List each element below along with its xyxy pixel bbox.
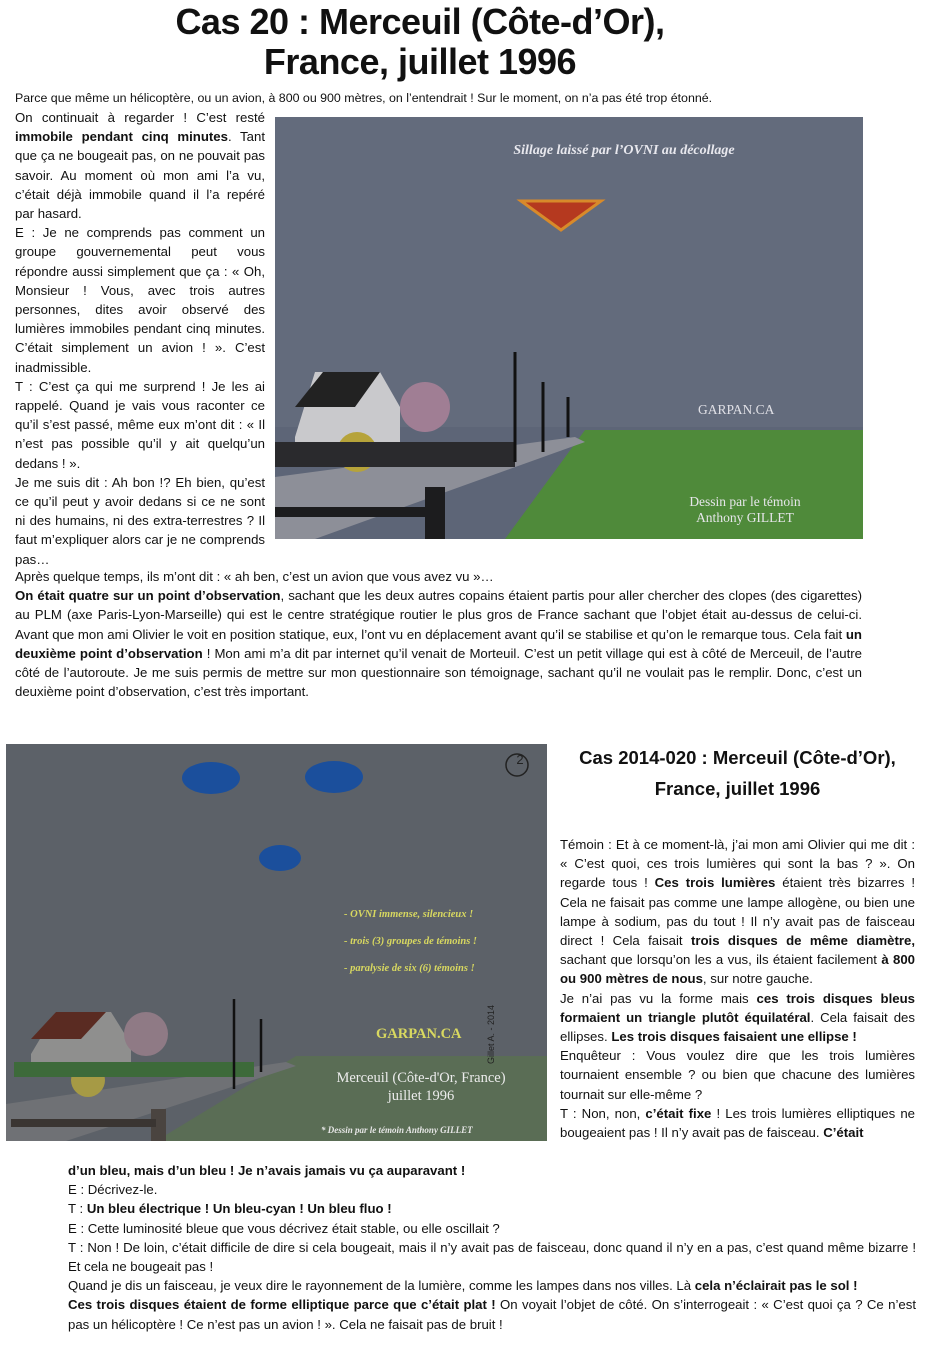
paragraph bbox=[68, 1219, 916, 1238]
paragraph bbox=[68, 1180, 916, 1199]
text: ! Les trois lumières elliptiques ne bougeaient pas ! Il n’y avait pas de faisceau. bbox=[560, 1105, 915, 1141]
full-width-text bbox=[15, 567, 862, 701]
text: Quand je dis un faisceau, je veux dire le rayonnement de la lumière, comme les lampes dans nos villes. Là bbox=[68, 1278, 695, 1294]
bold-text: immobile pendant cinq minutes bbox=[15, 129, 228, 145]
text: T : Non, non, bbox=[560, 1105, 646, 1121]
drawing-caption: Sillage laissé par l’OVNI au décollage bbox=[513, 143, 735, 158]
paragraph bbox=[68, 1238, 916, 1276]
paragraph bbox=[15, 567, 862, 586]
blue-disc-3 bbox=[259, 845, 301, 871]
left-column-text bbox=[15, 108, 265, 569]
text: E : Cette luminosité bleue que vous décrivez était stable, ou elle oscillait ? bbox=[68, 1220, 500, 1236]
text: sachant que lorsqu’on les a vus, ils étaient facilement bbox=[560, 952, 882, 968]
title-line-2: France, juillet 1996 bbox=[263, 41, 577, 82]
paragraph bbox=[560, 835, 915, 989]
text: T : bbox=[68, 1201, 87, 1217]
blue-disc-1 bbox=[182, 762, 240, 794]
bold-text: Ces trois disques étaient de forme elliptique parce que c’était plat ! bbox=[68, 1297, 496, 1313]
blue-disc-2 bbox=[305, 761, 363, 793]
paragraph bbox=[15, 586, 862, 701]
paragraph bbox=[15, 108, 265, 223]
bold-text: Un bleu électrique ! Un bleu-cyan ! Un bleu fluo ! bbox=[86, 1201, 392, 1217]
bullet-3: - paralysie de six (6) témoins ! bbox=[344, 963, 475, 974]
bold-text: Les trois disques faisaient une ellipse ! bbox=[611, 1029, 857, 1045]
paragraph bbox=[68, 1276, 916, 1295]
paragraph bbox=[560, 989, 915, 1047]
bullet-1: - OVNI immense, silencieux ! bbox=[344, 909, 474, 920]
text: Enquêteur : Vous voulez dire que les trois lumières tournaient ensemble ? ou bien que chacune des lumières tournait sur elle-même ? bbox=[560, 1048, 915, 1102]
paragraph bbox=[15, 377, 265, 473]
bold-text: d’un bleu, mais d’un bleu ! Je n’avais jamais vu ça auparavant ! bbox=[68, 1163, 466, 1178]
paragraph bbox=[15, 223, 265, 377]
text: , sachant que les deux autres copains étaient partis pour aller chercher des clopes (des cigarettes) au PLM (axe Paris-Lyon-Marseille) qui est le centre stratégique routier le plus gros de France sachant que l’objet était au-dessus de celui-ci. Avant que mon ami Olivier le voit en position statique, eux, l’ont vu en déplacement avant qu’il se stabilise et qu’on le remarque tous. Cela fait bbox=[15, 588, 862, 642]
text: ! Mon ami m’a dit par internet qu’il venait de Morteuil. C’est un petit village qui est à côté de Merceuil, de l’autre côté de l’autoroute. Je me suis permis de mettre sur mon questionnaire son témoignage, sachant qu’il ne voulait pas le remplir. Donc, c’est un deuxième point d’observation, c’est très important. bbox=[15, 645, 862, 700]
text: E : Décrivez-le. bbox=[68, 1182, 158, 1198]
drawing-location bbox=[301, 1069, 541, 1105]
case-2014-020-title bbox=[560, 742, 915, 804]
bold-text: un deuxième point d’observation bbox=[15, 626, 862, 661]
paragraph bbox=[68, 1295, 916, 1333]
title-line-1: Cas 2014-020 : Merceuil (Côte-d’Or), bbox=[579, 747, 896, 768]
bold-text: Ces trois lumières bbox=[654, 875, 776, 891]
case-20-title bbox=[0, 2, 840, 82]
text: T : C’est ça qui me surprend ! Je les ai rappelé. Quand je vais vous raconter ce qu’il s’est passé, même eux m’ont dit : « Il n’est pas possible qu’il y ait quelqu’un dedans ! ». bbox=[15, 378, 265, 471]
intro-paragraph bbox=[15, 89, 915, 108]
paragraph bbox=[15, 473, 265, 569]
intro-text: Parce que même un hélicoptère, ou un avion, à 800 ou 900 mètres, on l’entendrait ! Sur le moment, on n’a pas été trop étonné. bbox=[15, 91, 713, 105]
text: On voyait l’objet de côté. On s’interrogeait : « C’est quoi ça ? Ce n’est pas un hélicoptère ! Ce n’est pas un avion ! ». Cela ne faisait pas de bruit ! bbox=[68, 1297, 916, 1332]
drawing-credit bbox=[645, 494, 845, 526]
text: Après quelque temps, ils m’ont dit : « ah ben, c’est un avion que vous avez vu »… bbox=[15, 569, 494, 584]
text: Je me suis dit : Ah bon !? Eh bien, qu’est ce qu’il peut y avoir dedans si ce ne sont ni des humains, ni des extra-terrestres ? Il faut m’expliquer alors car je ne comprends pas… bbox=[15, 474, 265, 567]
witness-drawing-triangle bbox=[275, 117, 863, 539]
artist-signature: Gillet A. - 2014 bbox=[486, 1004, 496, 1064]
text: E : Je ne comprends pas comment un groupe gouvernemental peut vous répondre aussi simplement que ça : « Oh, Monsieur ! Vous, avec trois autres personnes, dites avoir observé des lumières immobiles pendant cinq minutes. C’était simplement un avion ! ». C’est inadmissible. bbox=[15, 225, 265, 375]
garpan-watermark: GARPAN.CA bbox=[698, 402, 775, 417]
text: , sur notre gauche. bbox=[702, 971, 813, 987]
bottom-text bbox=[68, 1161, 916, 1334]
drawing-bullets bbox=[344, 901, 477, 982]
text: Je n’ai pas vu la forme mais bbox=[560, 990, 757, 1006]
bold-text: On était quatre sur un point d’observation bbox=[15, 588, 281, 604]
right-column-text bbox=[560, 835, 915, 1142]
paragraph bbox=[560, 1046, 915, 1104]
title-line-1: Cas 20 : Merceuil (Côte-d’Or), bbox=[175, 1, 665, 42]
location-line: Merceuil (Côte-d'Or, France) bbox=[336, 1070, 506, 1086]
paragraph bbox=[68, 1199, 916, 1218]
text: . Cela faisait des ellipses. bbox=[560, 1009, 915, 1045]
bold-text: à 800 ou 900 mètres de nous bbox=[560, 952, 915, 987]
bold-text: ces trois disques bleus formaient un triangle plutôt équilatéral bbox=[560, 990, 915, 1025]
paragraph bbox=[15, 89, 915, 108]
date-line: juillet 1996 bbox=[387, 1088, 455, 1104]
bold-text: cela n’éclairait pas le sol ! bbox=[694, 1278, 858, 1294]
bold-text: C’était bbox=[823, 1125, 864, 1141]
text: On continuait à regarder ! C’est resté bbox=[15, 110, 265, 125]
title-line-2: France, juillet 1996 bbox=[654, 778, 821, 799]
drawing-credit: * Dessin par le témoin Anthony GILLET bbox=[321, 1125, 473, 1135]
bold-text: trois disques de même diamètre, bbox=[690, 933, 916, 949]
text: . Tant que ça ne bougeait pas, on ne pouvait pas savoir. Au moment où mon ami l’a vu, c’était déjà immobile quand il l’a repéré par hasard. bbox=[15, 129, 265, 222]
witness-drawing-blue-discs bbox=[6, 744, 547, 1141]
text: T : Non ! De loin, c’était difficile de dire si cela bougeait, mais il n’y avait pas de faisceau, donc quand il n’y en a pas, c’est quand même bizarre ! Et cela ne bougeait pas ! bbox=[68, 1239, 916, 1275]
drawing-number: 2 bbox=[516, 752, 524, 767]
paragraph bbox=[68, 1161, 916, 1180]
text: Témoin : Et à ce moment-là, j’ai mon ami Olivier qui me dit : « C’est quoi, ces trois lumières qui sont la bas ? ». On regarde tous ! bbox=[560, 837, 915, 891]
paragraph bbox=[560, 1104, 915, 1142]
bullet-2: - trois (3) groupes de témoins ! bbox=[344, 936, 478, 947]
credit-line-1: Dessin par le témoin bbox=[689, 494, 801, 509]
bold-text: c’était fixe bbox=[645, 1105, 712, 1121]
garpan-watermark: GARPAN.CA bbox=[376, 1026, 462, 1042]
text: étaient très bizarres ! Cela ne faisait pas comme une lampe allogène, ou bien une lampe à sodium, pas du tout ! Il n’y avait pas de faisceau direct ! Cela faisait bbox=[560, 875, 915, 949]
credit-line-2: Anthony GILLET bbox=[696, 510, 794, 525]
